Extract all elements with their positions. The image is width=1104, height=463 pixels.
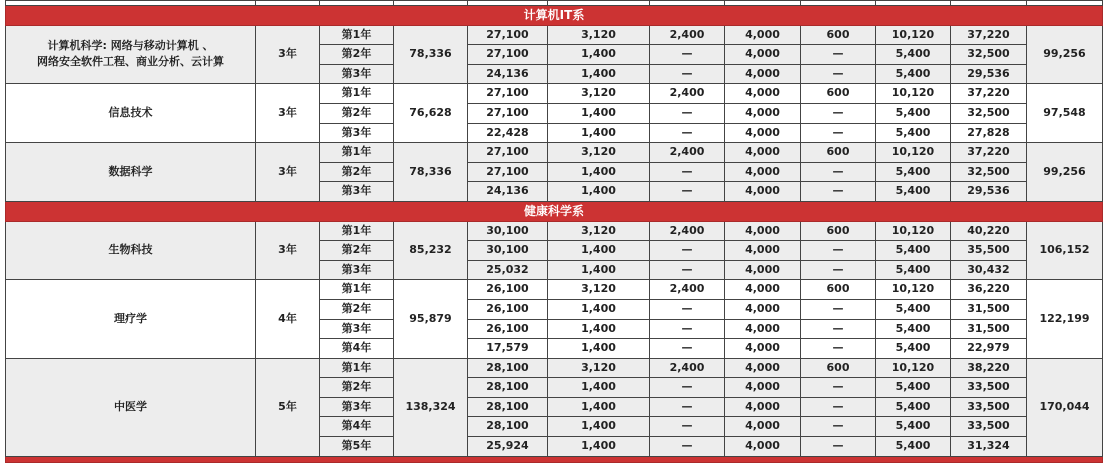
program-duration: 3年 xyxy=(256,25,320,84)
year-label: 第3年 xyxy=(320,260,394,280)
year-label: 第2年 xyxy=(320,45,394,65)
year-label: 第3年 xyxy=(320,64,394,84)
program-duration: 3年 xyxy=(256,143,320,202)
department-header-row xyxy=(6,6,1103,26)
fee-cell-c7: 37,220 xyxy=(951,25,1027,45)
fee-cell-c3: — xyxy=(650,339,725,359)
fee-cell-c3: — xyxy=(650,299,725,319)
year-label: 第3年 xyxy=(320,397,394,417)
fee-cell-c2: 1,400 xyxy=(548,417,650,437)
fee-cell-c4: 4,000 xyxy=(725,378,801,398)
fee-cell-c1: 28,100 xyxy=(468,397,548,417)
department-title: 计算机IT系 xyxy=(6,6,1103,26)
fee-cell-c1: 27,100 xyxy=(468,25,548,45)
fee-cell-c7: 31,324 xyxy=(951,437,1027,457)
fee-cell-c5: 600 xyxy=(801,143,876,163)
fee-cell-c1: 27,100 xyxy=(468,45,548,65)
fee-cell-c7: 22,979 xyxy=(951,339,1027,359)
fee-cell-c3: — xyxy=(650,378,725,398)
fee-cell-c4: 4,000 xyxy=(725,397,801,417)
fee-cell-c2: 3,120 xyxy=(548,84,650,104)
fee-cell-c5: — xyxy=(801,339,876,359)
fee-cell-c6: 5,400 xyxy=(876,417,951,437)
total-tuition: 85,232 xyxy=(394,221,468,280)
fee-cell-c5: 600 xyxy=(801,84,876,104)
fee-cell-c1: 27,100 xyxy=(468,84,548,104)
year-label: 第4年 xyxy=(320,339,394,359)
program-duration: 3年 xyxy=(256,221,320,280)
fee-cell-c1: 26,100 xyxy=(468,280,548,300)
fee-cell-c7: 33,500 xyxy=(951,378,1027,398)
fee-cell-c4: 4,000 xyxy=(725,221,801,241)
fee-cell-c5: — xyxy=(801,397,876,417)
fee-cell-c1: 25,032 xyxy=(468,260,548,280)
fee-cell-c2: 1,400 xyxy=(548,123,650,143)
year-label: 第1年 xyxy=(320,221,394,241)
total-tuition: 78,336 xyxy=(394,25,468,84)
fee-cell-c1: 30,100 xyxy=(468,241,548,261)
fee-cell-c3: — xyxy=(650,123,725,143)
fee-cell-c1: 24,136 xyxy=(468,64,548,84)
fee-cell-c4: 4,000 xyxy=(725,143,801,163)
fee-cell-c1: 24,136 xyxy=(468,182,548,202)
fee-cell-c6: 5,400 xyxy=(876,378,951,398)
table-row xyxy=(6,143,1103,163)
program-name-line: 生物科技 xyxy=(108,243,153,257)
fee-cell-c3: — xyxy=(650,397,725,417)
program-duration: 3年 xyxy=(256,84,320,143)
fee-cell-c6: 5,400 xyxy=(876,162,951,182)
department-header-row xyxy=(6,201,1103,221)
fee-cell-c2: 3,120 xyxy=(548,25,650,45)
fee-cell-c4: 4,000 xyxy=(725,319,801,339)
fee-cell-c6: 5,400 xyxy=(876,182,951,202)
fee-cell-c2: 1,400 xyxy=(548,299,650,319)
year-label: 第1年 xyxy=(320,280,394,300)
total-tuition: 76,628 xyxy=(394,84,468,143)
fee-cell-c3: — xyxy=(650,417,725,437)
fee-cell-c4: 4,000 xyxy=(725,417,801,437)
fee-cell-c6: 5,400 xyxy=(876,437,951,457)
fee-cell-c5: 600 xyxy=(801,280,876,300)
fee-cell-c4: 4,000 xyxy=(725,339,801,359)
fee-cell-c1: 28,100 xyxy=(468,417,548,437)
program-name xyxy=(6,143,256,202)
fee-cell-c2: 1,400 xyxy=(548,162,650,182)
fee-cell-c7: 33,500 xyxy=(951,417,1027,437)
fee-cell-c3: — xyxy=(650,103,725,123)
fee-cell-c6: 10,120 xyxy=(876,84,951,104)
fee-cell-c5: — xyxy=(801,64,876,84)
program-name xyxy=(6,25,256,84)
fee-cell-c5: 600 xyxy=(801,358,876,378)
table-row xyxy=(6,280,1103,300)
fee-cell-c1: 26,100 xyxy=(468,319,548,339)
fee-cell-c2: 1,400 xyxy=(548,339,650,359)
fee-cell-c3: — xyxy=(650,260,725,280)
fee-cell-c3: — xyxy=(650,182,725,202)
table-row xyxy=(6,84,1103,104)
fee-cell-c2: 3,120 xyxy=(548,143,650,163)
fee-cell-c3: 2,400 xyxy=(650,25,725,45)
fee-cell-c6: 5,400 xyxy=(876,299,951,319)
fee-cell-c5: — xyxy=(801,417,876,437)
fee-cell-c3: 2,400 xyxy=(650,221,725,241)
fee-cell-c4: 4,000 xyxy=(725,103,801,123)
department-title: 健康科学系 xyxy=(6,201,1103,221)
fee-cell-c2: 3,120 xyxy=(548,280,650,300)
fee-cell-c6: 5,400 xyxy=(876,64,951,84)
fee-cell-c7: 31,500 xyxy=(951,299,1027,319)
fee-cell-c6: 10,120 xyxy=(876,358,951,378)
fee-cell-c7: 31,500 xyxy=(951,319,1027,339)
total-tuition: 95,879 xyxy=(394,280,468,358)
fee-cell-c5: 600 xyxy=(801,221,876,241)
year-label: 第3年 xyxy=(320,123,394,143)
fee-cell-c3: — xyxy=(650,45,725,65)
fee-cell-c7: 32,500 xyxy=(951,103,1027,123)
fee-cell-c7: 29,536 xyxy=(951,64,1027,84)
grand-total: 122,199 xyxy=(1027,280,1103,358)
year-label: 第1年 xyxy=(320,25,394,45)
fee-cell-c5: — xyxy=(801,241,876,261)
fee-cell-c6: 5,400 xyxy=(876,241,951,261)
fee-cell-c4: 4,000 xyxy=(725,260,801,280)
fee-cell-c7: 38,220 xyxy=(951,358,1027,378)
fee-cell-c7: 32,500 xyxy=(951,45,1027,65)
fee-table-body xyxy=(6,1,1103,463)
fee-cell-c3: — xyxy=(650,319,725,339)
fee-cell-c1: 25,924 xyxy=(468,437,548,457)
fee-cell-c6: 10,120 xyxy=(876,25,951,45)
fee-cell-c4: 4,000 xyxy=(725,299,801,319)
fee-cell-c1: 27,100 xyxy=(468,103,548,123)
fee-cell-c7: 37,220 xyxy=(951,143,1027,163)
bottom-edge-bar xyxy=(6,456,1103,462)
year-label: 第4年 xyxy=(320,417,394,437)
fee-cell-c1: 26,100 xyxy=(468,299,548,319)
fee-cell-c4: 4,000 xyxy=(725,162,801,182)
grand-total: 170,044 xyxy=(1027,358,1103,456)
year-label: 第1年 xyxy=(320,84,394,104)
fee-cell-c7: 36,220 xyxy=(951,280,1027,300)
year-label: 第2年 xyxy=(320,299,394,319)
fee-cell-c5: — xyxy=(801,45,876,65)
grand-total: 99,256 xyxy=(1027,143,1103,202)
fee-cell-c2: 1,400 xyxy=(548,103,650,123)
table-row xyxy=(6,25,1103,45)
fee-cell-c5: — xyxy=(801,162,876,182)
year-label: 第2年 xyxy=(320,241,394,261)
fee-cell-c5: 600 xyxy=(801,25,876,45)
fee-cell-c1: 28,100 xyxy=(468,358,548,378)
fee-table-container xyxy=(5,0,1102,463)
fee-cell-c4: 4,000 xyxy=(725,280,801,300)
table-row xyxy=(6,358,1103,378)
fee-cell-c4: 4,000 xyxy=(725,123,801,143)
total-tuition: 138,324 xyxy=(394,358,468,456)
program-name xyxy=(6,221,256,280)
fee-cell-c4: 4,000 xyxy=(725,358,801,378)
fee-cell-c2: 1,400 xyxy=(548,260,650,280)
fee-cell-c5: — xyxy=(801,260,876,280)
fee-cell-c4: 4,000 xyxy=(725,45,801,65)
fee-cell-c5: — xyxy=(801,103,876,123)
fee-cell-c4: 4,000 xyxy=(725,25,801,45)
fee-cell-c1: 30,100 xyxy=(468,221,548,241)
fee-cell-c3: 2,400 xyxy=(650,143,725,163)
fee-cell-c5: — xyxy=(801,437,876,457)
grand-total: 99,256 xyxy=(1027,25,1103,84)
year-label: 第2年 xyxy=(320,378,394,398)
program-name xyxy=(6,280,256,358)
fee-cell-c6: 5,400 xyxy=(876,319,951,339)
fee-cell-c3: 2,400 xyxy=(650,84,725,104)
fee-cell-c2: 1,400 xyxy=(548,397,650,417)
fee-cell-c5: — xyxy=(801,319,876,339)
fee-cell-c6: 5,400 xyxy=(876,339,951,359)
fee-cell-c2: 3,120 xyxy=(548,221,650,241)
program-name xyxy=(6,358,256,456)
year-label: 第5年 xyxy=(320,437,394,457)
fee-cell-c6: 5,400 xyxy=(876,397,951,417)
program-name xyxy=(6,84,256,143)
fee-cell-c1: 17,579 xyxy=(468,339,548,359)
fee-cell-c6: 5,400 xyxy=(876,45,951,65)
fee-cell-c5: — xyxy=(801,299,876,319)
year-label: 第3年 xyxy=(320,319,394,339)
fee-cell-c6: 5,400 xyxy=(876,260,951,280)
program-name-line: 网络安全软件工程、商业分析、云计算 xyxy=(37,55,224,69)
fee-cell-c2: 1,400 xyxy=(548,182,650,202)
fee-cell-c7: 40,220 xyxy=(951,221,1027,241)
year-label: 第2年 xyxy=(320,103,394,123)
fee-cell-c4: 4,000 xyxy=(725,241,801,261)
grand-total: 97,548 xyxy=(1027,84,1103,143)
fee-cell-c6: 10,120 xyxy=(876,143,951,163)
fee-cell-c2: 1,400 xyxy=(548,45,650,65)
table-row xyxy=(6,221,1103,241)
program-name-line: 数据科学 xyxy=(108,165,153,179)
fee-cell-c2: 1,400 xyxy=(548,241,650,261)
fee-cell-c7: 29,536 xyxy=(951,182,1027,202)
fee-cell-c6: 5,400 xyxy=(876,103,951,123)
fee-cell-c7: 27,828 xyxy=(951,123,1027,143)
fee-cell-c3: — xyxy=(650,437,725,457)
fee-cell-c2: 1,400 xyxy=(548,64,650,84)
fee-cell-c4: 4,000 xyxy=(725,84,801,104)
year-label: 第1年 xyxy=(320,358,394,378)
program-duration: 4年 xyxy=(256,280,320,358)
fee-cell-c5: — xyxy=(801,378,876,398)
program-duration: 5年 xyxy=(256,358,320,456)
program-name-line: 中医学 xyxy=(114,400,147,414)
program-name-line: 计算机科学: 网络与移动计算机 、 xyxy=(47,39,214,53)
fee-cell-c3: 2,400 xyxy=(650,280,725,300)
fee-cell-c3: — xyxy=(650,162,725,182)
fee-cell-c7: 35,500 xyxy=(951,241,1027,261)
year-label: 第3年 xyxy=(320,182,394,202)
fee-cell-c5: — xyxy=(801,182,876,202)
program-name-line: 信息技术 xyxy=(108,106,153,120)
fee-cell-c6: 5,400 xyxy=(876,123,951,143)
table-bottom-edge-row xyxy=(6,456,1103,462)
fee-cell-c1: 28,100 xyxy=(468,378,548,398)
fee-cell-c4: 4,000 xyxy=(725,437,801,457)
fee-cell-c5: — xyxy=(801,123,876,143)
grand-total: 106,152 xyxy=(1027,221,1103,280)
fee-cell-c7: 37,220 xyxy=(951,84,1027,104)
fee-cell-c2: 1,400 xyxy=(548,319,650,339)
fee-cell-c7: 30,432 xyxy=(951,260,1027,280)
fee-cell-c6: 10,120 xyxy=(876,221,951,241)
fee-cell-c4: 4,000 xyxy=(725,64,801,84)
fee-cell-c7: 32,500 xyxy=(951,162,1027,182)
fee-cell-c2: 3,120 xyxy=(548,358,650,378)
fee-cell-c7: 33,500 xyxy=(951,397,1027,417)
total-tuition: 78,336 xyxy=(394,143,468,202)
fee-cell-c6: 10,120 xyxy=(876,280,951,300)
fee-cell-c3: — xyxy=(650,64,725,84)
year-label: 第2年 xyxy=(320,162,394,182)
fee-table xyxy=(5,0,1103,463)
fee-cell-c3: 2,400 xyxy=(650,358,725,378)
fee-cell-c2: 1,400 xyxy=(548,437,650,457)
fee-cell-c1: 27,100 xyxy=(468,162,548,182)
fee-cell-c1: 27,100 xyxy=(468,143,548,163)
fee-cell-c2: 1,400 xyxy=(548,378,650,398)
fee-cell-c3: — xyxy=(650,241,725,261)
year-label: 第1年 xyxy=(320,143,394,163)
fee-cell-c1: 22,428 xyxy=(468,123,548,143)
fee-cell-c4: 4,000 xyxy=(725,182,801,202)
program-name-line: 理疗学 xyxy=(114,312,147,325)
